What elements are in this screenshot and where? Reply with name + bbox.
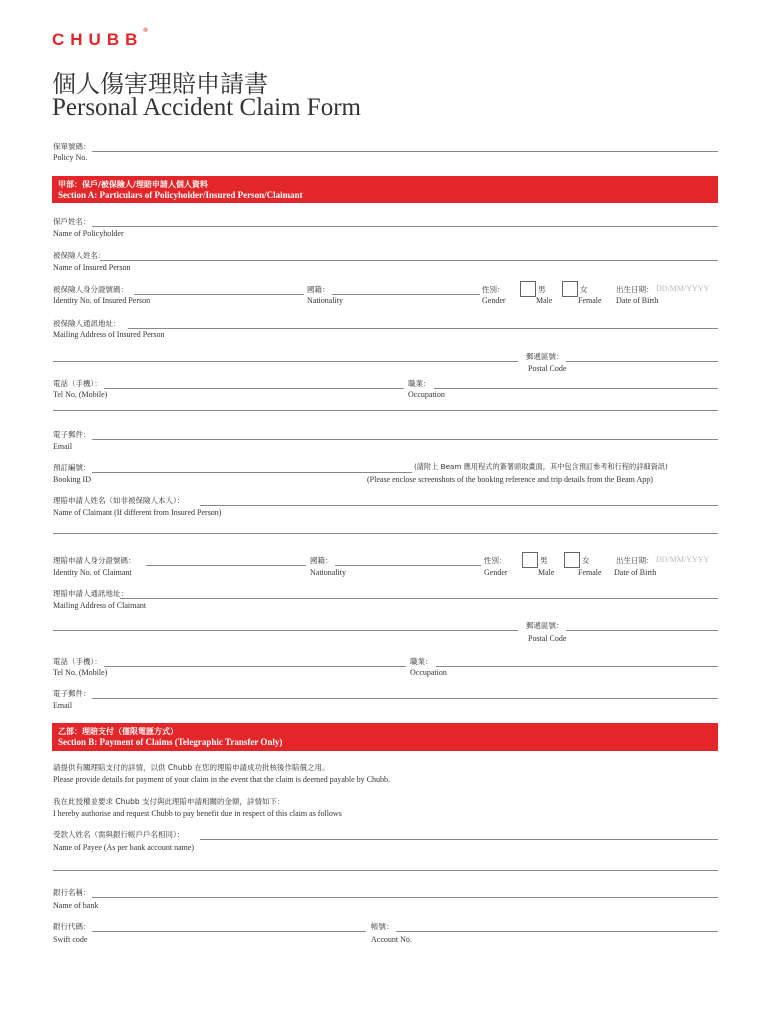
claimant-occupation-field[interactable] [436,666,718,667]
email-field[interactable] [92,439,718,440]
claimant-nationality-label-en: Nationality [310,568,346,577]
claimant-tel-label-en: Tel No. (Mobile) [53,668,108,677]
nationality-field[interactable] [332,294,480,295]
authorisation-en: I hereby authorise and request Chubb to pay benefit due in respect of this claim as follows [53,809,342,818]
postal-code-field[interactable] [566,361,718,362]
male-label-zh: 男 [538,285,546,294]
account-label-zh: 帳號： [371,922,394,931]
gender-label-zh: 性別： [482,285,505,294]
claimant-email-label-en: Email [53,701,73,710]
section-b-title-zh: 乙部：理賠支付（僅限電匯方式） [58,727,178,736]
form-title-zh: 個人傷害理賠申請書 [52,70,268,98]
authorisation-zh: 我在此授權並要求 Chubb 支付與此理賠申請相關的金額，詳情如下： [53,797,285,806]
male-label-en: Male [536,296,553,305]
claimant-nationality-label-zh: 國籍： [310,556,333,565]
email-label-en: Email [53,442,73,451]
insured-label-zh: 被保險人姓名： [53,251,106,260]
insured-address-label-zh: 被保險人通訊地址： [53,319,121,328]
account-label-en: Account No. [371,935,412,944]
claimant-nationality-field[interactable] [335,565,481,566]
claimant-name-label-en: Name of Claimant (If different from Insured Person) [53,508,222,517]
claimant-female-checkbox[interactable] [564,552,580,568]
policy-no-field[interactable] [92,151,718,152]
booking-label-en: Booking ID [53,475,91,484]
bank-label-en: Name of bank [53,901,99,910]
claimant-occupation-label-zh: 職業： [410,657,433,666]
policyholder-label-en: Name of Policyholder [53,229,124,238]
insured-address-label-en: Mailing Address of Insured Person [53,330,165,339]
section-a-title-en: Section A: Particulars of Policyholder/Insured Person/Claimant [58,190,303,200]
nationality-label-en: Nationality [307,296,343,305]
postal-label-zh: 郵遞區號： [526,352,564,361]
section-a-title-zh: 甲部：保戶/被保險人/理賠申請人個人資料 [58,180,208,189]
policyholder-field[interactable] [92,226,718,227]
chubb-logo: CHUBB® [52,28,148,49]
claimant-email-label-zh: 電子郵件： [53,689,91,698]
claimant-tel-label-zh: 電話（手機）： [53,657,102,666]
claimant-male-checkbox[interactable] [522,552,538,568]
email-label-zh: 電子郵件： [53,430,91,439]
policy-label-en: Policy No. [53,153,88,162]
claimant-name-field[interactable] [200,505,718,506]
payment-intro-zh: 請提供有關理賠支付的詳情，以供 Chubb 在您的理賠申請成功批核後作賠償之用。 [53,763,330,772]
claimant-address-field[interactable] [120,598,718,599]
insured-label-en: Name of Insured Person [53,263,131,272]
female-label-en: Female [578,296,602,305]
bank-label-zh: 銀行名稱： [53,888,91,897]
section-a-header [52,176,718,203]
claimant-postal-label-zh: 郵遞區號： [526,621,564,630]
insured-address-field-2[interactable] [53,361,518,362]
booking-label-zh: 預訂編號： [53,463,91,472]
swift-label-en: Swift code [53,935,88,944]
tel-label-en: Tel No. (Mobile) [53,390,108,399]
claimant-gender-label-zh: 性別： [484,556,507,565]
claimant-name-field-2[interactable] [53,533,718,534]
female-checkbox[interactable] [562,281,578,297]
occupation-label-en: Occupation [408,390,445,399]
claimant-address-label-zh: 理賠申請人通訊地址： [53,589,128,598]
claimant-male-label-zh: 男 [540,556,548,565]
claimant-postal-code-field[interactable] [566,630,718,631]
claimant-dob-input[interactable]: DD/MM/YYYY [656,555,710,564]
swift-code-field[interactable] [92,931,366,932]
claimant-gender-label-en: Gender [484,568,508,577]
insured-name-field[interactable] [100,260,718,261]
dob-label-en: Date of Birth [616,296,659,305]
occupation-field[interactable] [434,388,718,389]
postal-label-en: Postal Code [528,364,567,373]
claimant-dob-label-en: Date of Birth [614,568,657,577]
form-title-en: Personal Accident Claim Form [52,94,361,121]
dob-label-zh: 出生日期： [616,285,654,294]
nationality-label-zh: 國籍： [307,285,330,294]
policyholder-label-zh: 保戶姓名： [53,217,91,226]
booking-note-en: (Please enclose screenshots of the booking reference and trip details from the Beam App) [367,475,653,484]
payee-name-field-2[interactable] [53,870,718,871]
claimant-name-label-zh: 理賠申請人姓名（如非被保險人本人）： [53,496,185,505]
account-no-field[interactable] [396,931,718,932]
female-label-zh: 女 [580,285,588,294]
claimant-dob-label-zh: 出生日期： [616,556,654,565]
occupation-label-zh: 職業： [408,379,431,388]
tel-field[interactable] [104,388,404,389]
insured-id-label-en: Identity No. of Insured Person [53,296,151,305]
claimant-address-label-en: Mailing Address of Claimant [53,601,147,610]
booking-note-zh: (請附上 Beam 應用程式的簽署頭取畫面，其中包含預訂參考和行程的詳細資訊) [414,462,668,471]
claimant-id-label-en: Identity No. of Claimant [53,568,132,577]
insured-address-field[interactable] [128,328,718,329]
insured-id-field[interactable] [134,294,304,295]
claimant-female-label-zh: 女 [582,556,590,565]
claimant-id-field[interactable] [146,565,306,566]
claimant-postal-label-en: Postal Code [528,634,567,643]
gender-label-en: Gender [482,296,506,305]
claimant-occupation-label-en: Occupation [410,668,447,677]
policy-label-zh: 保單號碼： [53,142,91,151]
occupation-field-2[interactable] [53,410,718,411]
claimant-address-field-2[interactable] [53,630,518,631]
claimant-male-label-en: Male [538,568,555,577]
claimant-tel-field[interactable] [104,666,406,667]
tel-label-zh: 電話（手機）： [53,379,102,388]
payee-name-field[interactable] [200,839,718,840]
section-b-title-en: Section B: Payment of Claims (Telegraphic Transfer Only) [58,737,283,747]
insured-id-label-zh: 被保險人身分證號碼： [53,285,128,294]
swift-label-zh: 銀行代碼： [53,922,91,931]
male-checkbox[interactable] [520,281,536,297]
bank-name-field[interactable] [92,897,718,898]
booking-id-field[interactable] [92,472,412,473]
payee-label-zh: 受款人姓名（需與銀行帳戶戶名相同）： [53,830,185,839]
claimant-female-label-en: Female [578,568,602,577]
payment-intro-en: Please provide details for payment of your claim in the event that the claim is deemed payable by Chubb. [53,775,391,784]
payee-label-en: Name of Payee (As per bank account name) [53,843,195,852]
dob-input[interactable]: DD/MM/YYYY [656,284,710,293]
claimant-id-label-zh: 理賠申請人身分證號碼： [53,556,136,565]
claimant-email-field[interactable] [92,698,718,699]
section-b-header [52,723,718,751]
